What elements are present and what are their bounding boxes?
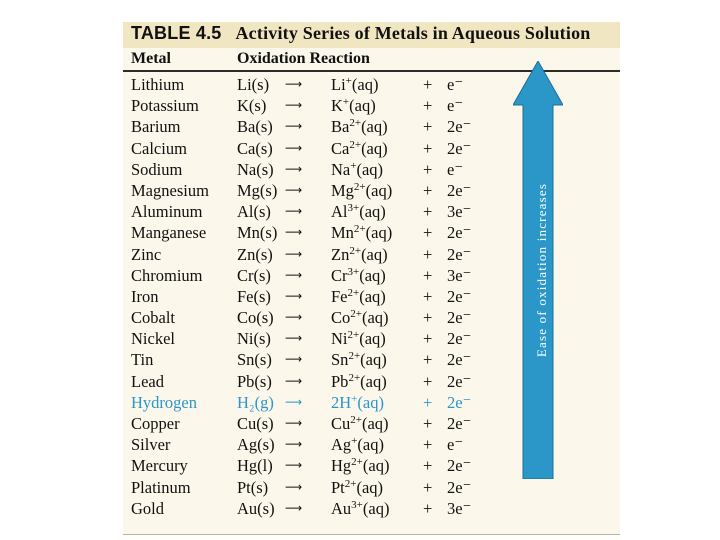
ion-symbol: Cr	[331, 265, 348, 285]
plus-sign: +	[423, 75, 433, 94]
ion-symbol: Mg	[331, 180, 354, 200]
reactant: H₂(g)	[237, 392, 274, 412]
product-ion	[331, 498, 389, 519]
column-header-reaction: Oxidation Reaction	[237, 50, 370, 67]
reactant: Na(s)	[237, 159, 274, 179]
electrons: 2e⁻	[447, 180, 472, 200]
plus-sign: +	[423, 371, 433, 391]
ion-state: (aq)	[359, 329, 386, 349]
ion-symbol: Ag	[331, 435, 352, 455]
metal-name: Lithium	[131, 75, 185, 94]
ion-charge: 2+	[344, 477, 357, 490]
reactant: Hg(l)	[237, 456, 273, 476]
reactant: Co(s)	[237, 308, 274, 328]
ion-symbol: 2H	[331, 392, 352, 412]
metal-name: Calcium	[131, 138, 187, 158]
reaction-arrow-icon: ⟶	[285, 288, 303, 303]
plus-sign: +	[423, 329, 433, 349]
plus-sign: +	[423, 117, 433, 137]
reactant: Pt(s)	[237, 477, 269, 497]
ion-charge: 2+	[347, 329, 360, 342]
product-ion	[331, 392, 384, 413]
metal-name: Sodium	[131, 159, 183, 179]
product-ion	[331, 349, 387, 370]
plus-sign: +	[423, 435, 433, 455]
ion-state: (aq)	[356, 159, 384, 179]
reaction-arrow-icon: ⟶	[285, 352, 303, 367]
ion-charge: +	[351, 435, 358, 448]
product-ion	[331, 180, 392, 201]
ion-charge: 3+	[347, 202, 360, 215]
ion-state: (aq)	[361, 117, 388, 137]
ion-state: (aq)	[357, 435, 384, 455]
plus-sign: +	[423, 96, 433, 116]
plus-sign: +	[423, 159, 433, 179]
reaction-arrow-icon: ⟶	[285, 416, 303, 430]
product-ion	[331, 286, 386, 307]
reaction-arrow-icon: ⟶	[285, 394, 303, 409]
electrons: 3e⁻	[447, 202, 472, 222]
metal-name: Lead	[131, 371, 164, 391]
reactant: Mn(s)	[237, 223, 278, 243]
plus-sign: +	[423, 286, 433, 306]
plus-sign: +	[423, 414, 433, 433]
product-ion	[331, 477, 383, 498]
ion-symbol: K	[331, 96, 343, 116]
electrons: 2e⁻	[447, 286, 472, 306]
metal-name: Copper	[131, 414, 180, 433]
ion-charge: 2+	[348, 350, 361, 363]
reaction-arrow-icon: ⟶	[285, 204, 303, 219]
ion-state: (aq)	[365, 223, 393, 243]
electrons: 2e⁻	[447, 117, 472, 137]
reaction-arrow-icon: ⟶	[285, 479, 303, 494]
ion-charge: +	[350, 159, 357, 172]
metal-name: Aluminum	[131, 202, 203, 222]
ion-symbol: Fe	[331, 286, 348, 306]
table-title-text: Activity Series of Metals in Aqueous Solution	[235, 23, 591, 43]
reaction-arrow-icon: ⟶	[285, 310, 303, 325]
ion-symbol: Pt	[331, 477, 345, 497]
ion-symbol: Co	[331, 308, 351, 328]
metal-name: Nickel	[131, 329, 175, 349]
reaction-arrow-icon: ⟶	[285, 161, 303, 176]
metal-name: Gold	[131, 498, 164, 518]
title-band	[123, 22, 620, 48]
ion-state: (aq)	[356, 477, 384, 497]
ion-state: (aq)	[359, 286, 386, 306]
product-ion	[331, 116, 388, 137]
product-ion	[331, 307, 389, 328]
ion-state: (aq)	[362, 456, 390, 476]
plus-sign: +	[423, 202, 433, 222]
ion-charge: 2+	[348, 371, 361, 384]
ion-state: (aq)	[360, 371, 387, 391]
electrons: 2e⁻	[447, 138, 472, 158]
ion-charge: 2+	[350, 308, 362, 321]
reaction-arrow-icon: ⟶	[285, 246, 303, 261]
electrons: 2e⁻	[447, 223, 472, 243]
plus-sign: +	[423, 392, 433, 412]
ion-charge: 2+	[353, 223, 366, 236]
product-ion	[331, 138, 388, 159]
metal-name: Tin	[131, 350, 154, 370]
ion-symbol: Li	[331, 75, 346, 94]
ion-charge: 2+	[351, 456, 363, 469]
product-ion	[331, 328, 386, 349]
reaction-arrow-icon: ⟶	[285, 373, 303, 388]
electrons: e⁻	[447, 96, 464, 116]
reaction-arrow-icon: ⟶	[285, 140, 303, 155]
ion-charge: 2+	[350, 414, 362, 426]
electrons: 3e⁻	[447, 265, 472, 285]
reactant: Sn(s)	[237, 350, 272, 370]
product-ion	[331, 95, 376, 116]
ion-charge: 2+	[349, 138, 362, 151]
ion-symbol: Cu	[331, 414, 351, 433]
reactant: Cr(s)	[237, 265, 271, 285]
reactant: Cu(s)	[237, 414, 274, 433]
metal-name: Chromium	[131, 265, 203, 285]
ion-symbol: Pb	[331, 371, 349, 391]
product-ion	[331, 434, 384, 455]
ion-state: (aq)	[361, 308, 389, 328]
ion-charge: 3+	[347, 265, 360, 278]
electrons: 2e⁻	[447, 308, 472, 328]
ion-state: (aq)	[359, 265, 386, 285]
reaction-arrow-icon: ⟶	[285, 225, 303, 240]
ion-state: (aq)	[365, 180, 393, 200]
reactant: Pb(s)	[237, 371, 272, 391]
reactant: Ca(s)	[237, 138, 273, 158]
ion-charge: 2+	[347, 286, 360, 299]
product-ion	[331, 244, 388, 265]
electrons: 2e⁻	[447, 414, 472, 433]
reactant: K(s)	[237, 96, 267, 116]
ion-symbol: Au	[331, 498, 352, 518]
ion-symbol: Sn	[331, 350, 349, 370]
reactant: Al(s)	[237, 202, 271, 222]
ion-state: (aq)	[361, 244, 388, 264]
reaction-arrow-icon: ⟶	[285, 437, 303, 452]
table-number: TABLE 4.5	[131, 23, 222, 43]
electrons: e⁻	[447, 159, 464, 179]
table-row	[123, 498, 620, 519]
metal-name: Mercury	[131, 456, 188, 476]
metal-name: Magnesium	[131, 180, 209, 200]
column-header-metal: Metal	[131, 50, 171, 67]
ion-charge: 2+	[349, 117, 362, 130]
ion-charge: +	[351, 392, 358, 405]
reaction-arrow-icon: ⟶	[285, 182, 303, 197]
reaction-arrow-icon: ⟶	[285, 458, 303, 473]
reaction-arrow-icon: ⟶	[285, 119, 303, 134]
metal-name: Zinc	[131, 244, 162, 264]
electrons: e⁻	[447, 75, 464, 94]
ion-state: (aq)	[357, 392, 384, 412]
plus-sign: +	[423, 308, 433, 328]
ion-state: (aq)	[361, 414, 389, 433]
bottom-divider	[123, 534, 620, 535]
reactant: Ag(s)	[237, 435, 275, 455]
metal-name: Platinum	[131, 477, 191, 497]
plus-sign: +	[423, 138, 433, 158]
metal-name: Manganese	[131, 223, 207, 243]
product-ion	[331, 201, 386, 222]
reaction-arrow-icon: ⟶	[285, 331, 303, 346]
metal-name: Barium	[131, 117, 181, 137]
product-ion	[331, 455, 389, 476]
plus-sign: +	[423, 244, 433, 264]
electrons: 2e⁻	[447, 456, 472, 476]
plus-sign: +	[423, 180, 433, 200]
electrons: 2e⁻	[447, 392, 472, 412]
metal-name: Silver	[131, 435, 171, 455]
reactant: Fe(s)	[237, 286, 271, 306]
ion-state: (aq)	[360, 350, 387, 370]
plus-sign: +	[423, 223, 433, 243]
ion-symbol: Zn	[331, 244, 350, 264]
table-row	[123, 477, 620, 498]
reaction-arrow-icon: ⟶	[285, 267, 303, 282]
electrons: 2e⁻	[447, 244, 472, 264]
ion-state: (aq)	[349, 96, 376, 116]
reaction-arrow-icon: ⟶	[285, 500, 303, 515]
plus-sign: +	[423, 477, 433, 497]
reactant: Zn(s)	[237, 244, 273, 264]
plus-sign: +	[423, 456, 433, 476]
metal-name: Iron	[131, 286, 159, 306]
reaction-arrow-icon: ⟶	[285, 98, 303, 113]
reactant: Li(s)	[237, 75, 270, 94]
reactant: Ba(s)	[237, 117, 273, 137]
ion-charge: +	[345, 75, 352, 87]
metal-name: Hydrogen	[131, 392, 197, 412]
plus-sign: +	[423, 350, 433, 370]
electrons: e⁻	[447, 435, 464, 455]
electrons: 2e⁻	[447, 329, 472, 349]
ion-state: (aq)	[351, 75, 379, 94]
product-ion	[331, 265, 386, 286]
metal-name: Cobalt	[131, 308, 175, 328]
ion-state: (aq)	[362, 498, 390, 518]
reactant: Mg(s)	[237, 180, 278, 200]
electrons: 3e⁻	[447, 498, 472, 518]
plus-sign: +	[423, 498, 433, 518]
ion-state: (aq)	[359, 202, 386, 222]
ease-of-oxidation-label: Ease of oxidation increases	[534, 182, 549, 358]
metal-name: Potassium	[131, 96, 199, 116]
ion-symbol: Ni	[331, 329, 348, 349]
product-ion	[331, 222, 392, 243]
reactant: Ni(s)	[237, 329, 271, 349]
product-ion	[331, 159, 383, 180]
reactant: Au(s)	[237, 498, 275, 518]
electrons: 2e⁻	[447, 350, 472, 370]
reaction-arrow-icon: ⟶	[285, 77, 303, 91]
ion-state: (aq)	[361, 138, 388, 158]
ion-charge: +	[342, 96, 350, 109]
ion-symbol: Ba	[331, 117, 350, 137]
ion-charge: 3+	[351, 498, 363, 511]
product-ion	[331, 413, 389, 434]
product-ion	[331, 371, 387, 392]
plus-sign: +	[423, 265, 433, 285]
electrons: 2e⁻	[447, 371, 472, 391]
ion-symbol: Na	[331, 159, 351, 179]
electrons: 2e⁻	[447, 477, 472, 497]
ion-symbol: Mn	[331, 223, 354, 243]
ion-symbol: Al	[331, 202, 348, 222]
ion-symbol: Ca	[331, 138, 350, 158]
product-ion	[331, 74, 378, 95]
ion-charge: 2+	[349, 244, 362, 257]
table-title	[131, 23, 591, 44]
ion-charge: 2+	[353, 180, 366, 193]
ion-symbol: Hg	[331, 456, 352, 476]
